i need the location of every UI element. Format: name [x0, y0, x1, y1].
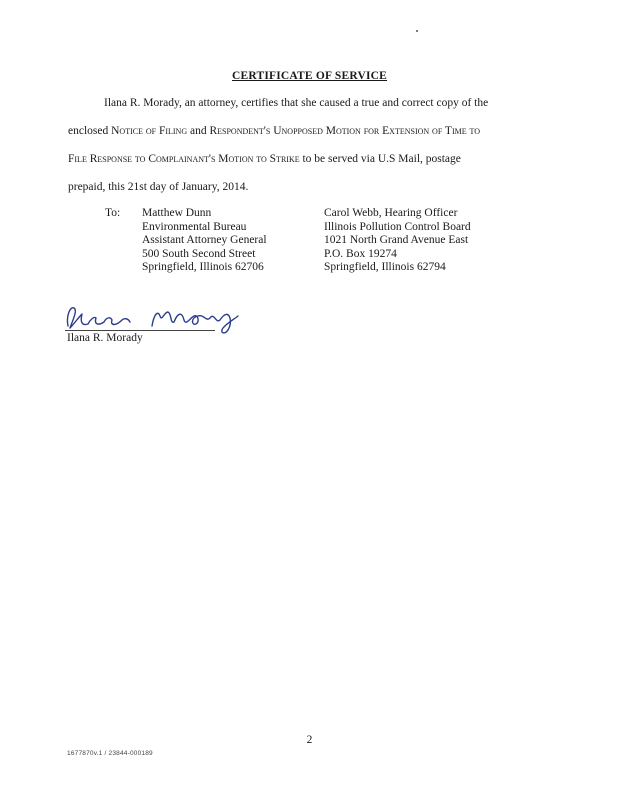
body-text: and: [187, 125, 210, 137]
recipient-address-block: [324, 207, 471, 275]
recipient-line: 1021 North Grand Avenue East: [324, 234, 469, 246]
recipient-name: Matthew Dunn: [142, 207, 212, 219]
recipient-name: Carol Webb, Hearing Officer: [324, 207, 458, 219]
signature-line: [65, 330, 215, 331]
certificate-title: CERTIFICATE OF SERVICE: [231, 70, 388, 82]
body-line-1: Ilana R. Morady, an attorney, certifies that she caused a true and correct copy of the: [104, 97, 489, 109]
recipient-line: P.O. Box 19274: [324, 247, 397, 260]
body-text: enclosed: [68, 125, 112, 137]
to-label: To:: [105, 207, 121, 219]
body-text: to be served via U.S Mail, postage: [299, 153, 461, 165]
motion-title: Respondent's Unopposed Motion for Extension of Time to: [209, 125, 481, 137]
page-number: 2: [306, 734, 313, 746]
speck: [416, 30, 418, 32]
motion-title-continued: File Response to Complainant's Motion to Strike: [68, 153, 300, 165]
signer-name: Ilana R. Morady: [67, 332, 143, 344]
recipient-line: Illinois Pollution Control Board: [324, 220, 471, 233]
recipient-line: Assistant Attorney General: [142, 234, 267, 246]
recipient-line: Environmental Bureau: [142, 220, 247, 233]
recipient-address-block: [142, 207, 267, 275]
recipient-line: Springfield, Illinois 62706: [142, 261, 264, 273]
recipient-line: 500 South Second Street: [142, 247, 256, 260]
body-line-4: prepaid, this 21st day of January, 2014.: [68, 181, 249, 193]
notice-of-filing-title: Notice of Filing: [111, 125, 188, 137]
body-line-3: [68, 153, 548, 166]
document-id-footer: 1677870v.1 / 23844-000189: [67, 750, 153, 757]
recipient-line: Springfield, Illinois 62794: [324, 261, 446, 273]
body-line-2: [68, 125, 548, 138]
